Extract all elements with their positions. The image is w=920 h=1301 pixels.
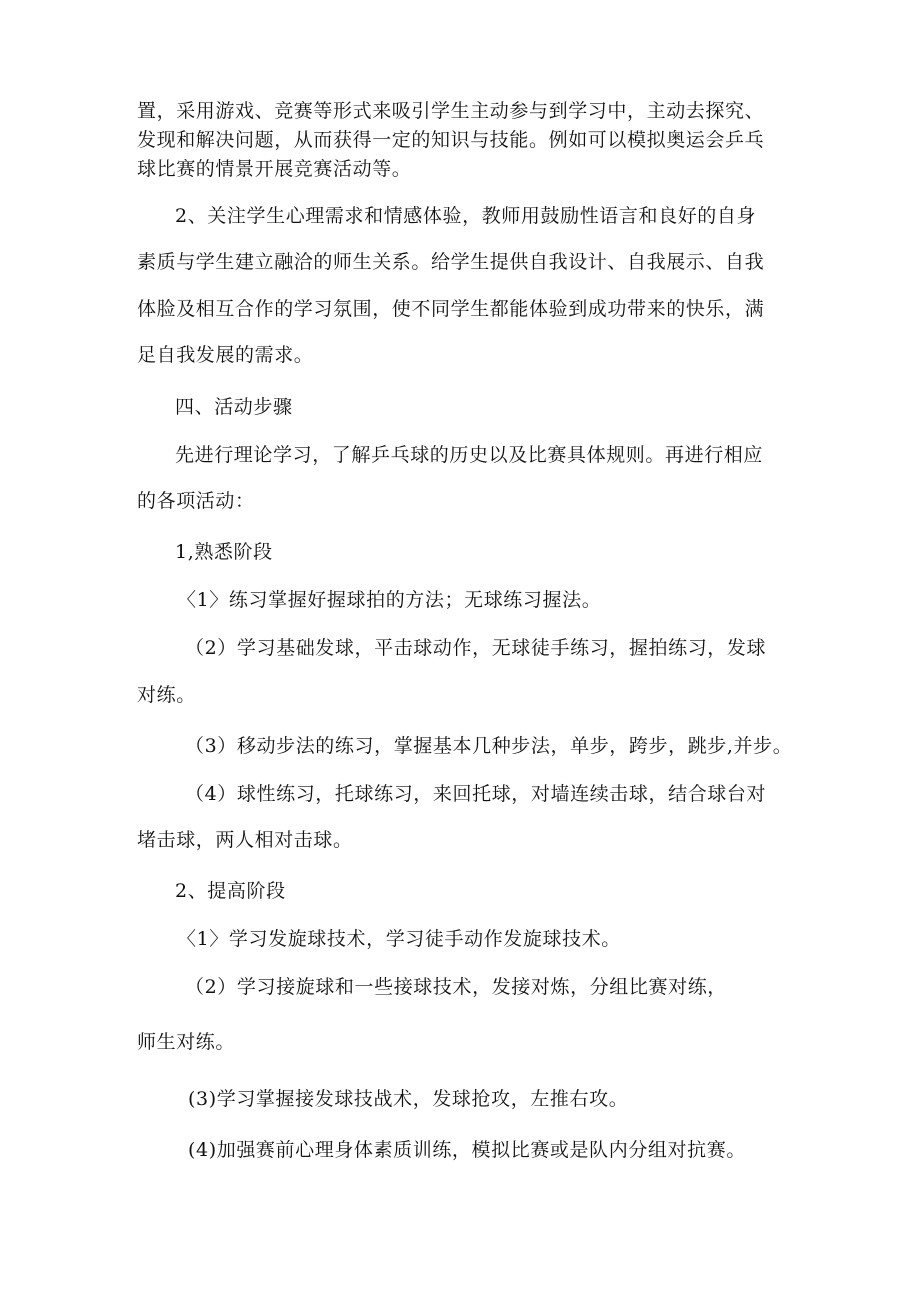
paragraph-line: 先进行理论学习，了解乒乓球的历史以及比赛具体规则。再进行相应 <box>175 444 764 466</box>
list-item: 〈1〉练习掌握好握球拍的方法；无球练习握法。 <box>177 589 602 611</box>
paragraph-line: 球比赛的情景开展竞赛活动等。 <box>137 158 412 180</box>
list-item: （2）学习接旋球和一些接球技术，发接对炼，分组比赛对练， <box>185 976 727 998</box>
list-item-continuation: 师生对练。 <box>137 1031 236 1053</box>
list-item: (4)加强赛前心理身体素质训练，模拟比赛或是队内分组对抗赛。 <box>188 1139 746 1161</box>
list-item: （4）球性练习，托球练习，来回托球，对墙连续击球，结合球台对 <box>185 783 767 805</box>
paragraph-line: 发现和解决问题，从而获得一定的知识与技能。例如可以模拟奥运会乒乓 <box>137 129 765 151</box>
paragraph-line: 体脸及相互合作的学习氛围，使不同学生都能体验到成功带来的快乐，满 <box>137 298 765 320</box>
paragraph-line: 素质与学生建立融洽的师生关系。给学生提供自我设计、自我展示、自我 <box>137 251 765 273</box>
subsection-heading: 1,熟悉阶段 <box>175 541 273 563</box>
list-item: (3)学习掌握接发球技战术，发球抢攻，左推右攻。 <box>188 1088 629 1110</box>
subsection-heading: 2、提高阶段 <box>175 880 286 902</box>
paragraph-line: 置，采用游戏、竞赛等形式来吸引学生主动参与到学习中，主动去探究、 <box>137 100 765 122</box>
paragraph-line: 的各项活动： <box>137 490 255 512</box>
list-item: （2）学习基础发球，平击球动作，无球徒手练习，握拍练习，发球 <box>185 637 767 659</box>
paragraph-line: 2、关注学生心理需求和情感体验，教师用鼓励性语言和良好的自身 <box>175 205 757 227</box>
list-item: 〈1〉学习发旋球技术，学习徒手动作发旋球技术。 <box>177 928 621 950</box>
list-item: （3）移动步法的练习，掌握基本几种步法，单步，跨步，跳步,并步。 <box>185 735 793 757</box>
list-item-continuation: 堵击球，两人相对击球。 <box>137 829 353 851</box>
list-item-continuation: 对练。 <box>137 684 196 706</box>
section-heading: 四、活动步骤 <box>175 396 293 418</box>
paragraph-line: 足自我发展的需求。 <box>137 344 314 366</box>
